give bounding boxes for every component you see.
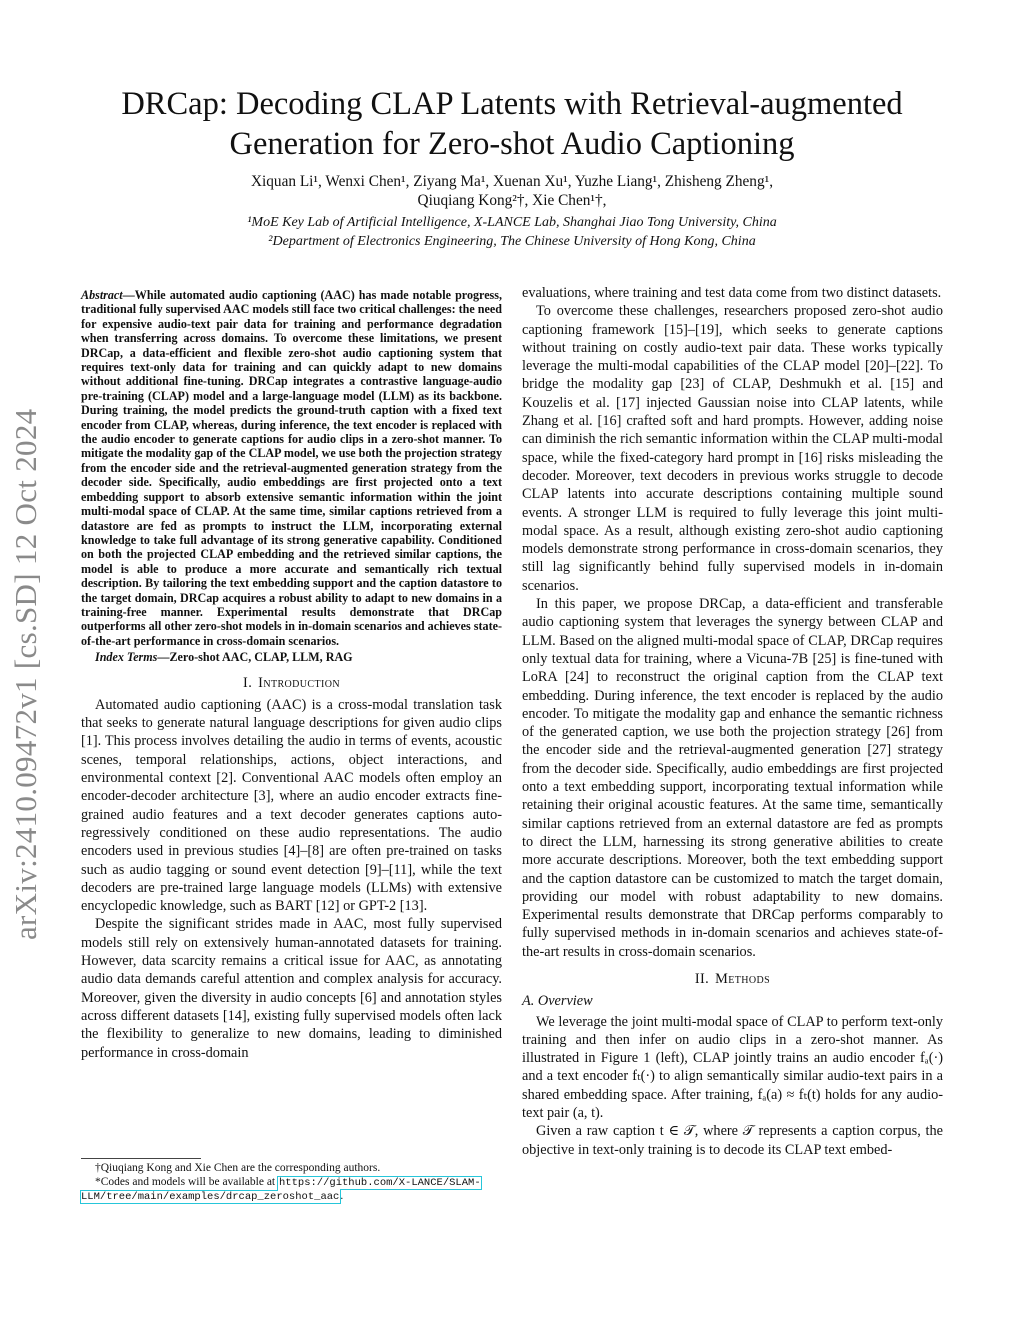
footnote-code-prefix: *Codes and models will be available at <box>95 1175 278 1188</box>
abstract <box>81 288 502 648</box>
index-terms-text: —Zero-shot AAC, CLAP, LLM, RAG <box>157 650 353 665</box>
intro-paragraph-3: To overcome these challenges, researchers proposed zero-shot audio captioning framework [15]–[19], which seeks to generate captions without training on costly audio-text pair data. These works typically leverage the multi-modal capabilities of the CLAP model [20]–[22]. To bridge the modality gap [23] of CLAP, Deshmukh et al. [15] and Kouzelis et al. [17] injected Gaussian noise into CLAP latents, while Zhang et al. [16] crafted soft and hard prompts. However, adding noise can diminish the rich semantic information within the CLAP multi-modal space, while the fixed-category hard prompt in [16] risks misleading the decoder. Moreover, text decoders in previous works struggle to decode CLAP latents into accurate descriptions containing multiple sound events. A stronger LLM is required to fully leverage this joint multi-modal space. As a result, although existing zero-shot audio captioning models demonstrate strong performance in cross-domain scenarios, they still lag significantly behind fully supervised models in in-domain scenarios. <box>522 303 943 594</box>
index-terms <box>81 650 502 664</box>
section-number: II. <box>694 970 710 987</box>
right-column <box>522 284 943 1159</box>
footnote-corresponding: †Qiuqiang Kong and Xie Chen are the corresponding authors. <box>95 1162 381 1174</box>
footnotes <box>81 1158 502 1205</box>
subsection-heading-overview: A. Overview <box>522 993 593 1010</box>
section-heading-methods <box>522 970 943 988</box>
authors-line-2: Qiuqiang Kong²†, Xie Chen¹†, <box>417 192 607 209</box>
paper-title <box>60 84 964 164</box>
affiliation-2: ²Department of Electronics Engineering, The Chinese University of Hong Kong, China <box>268 234 756 249</box>
footnote-rule <box>81 1158 201 1159</box>
affiliation-1: ¹MoE Key Lab of Artificial Intelligence, X-LANCE Lab, Shanghai Jiao Tong University, China <box>247 215 777 230</box>
footnote-code <box>81 1176 502 1205</box>
intro-paragraph-4: In this paper, we propose DRCap, a data-efficient and transferable audio captioning system that leverages the synergy between CLAP and LLM. Based on the aligned multi-modal space of CLAP, DRCap requires only textual data for training, where a Vicuna-7B [25] is fine-tuned with LoRA [24] to reconstruct the original caption from the CLAP text embedding. During inference, the text encoder is replaced by the audio encoder. To mitigate the modality gap and enhance the semantic richness of the generated caption, we use both the projection strategy [26] from the encoder side and the retrieval-augmented generation [27] strategy from the decoder side. Specifically, audio embeddings are first projected onto a text embedding support, incorporating textual information while retaining their original acoustic features. At the same time, semantically similar captions retrieved from an external datastore are fed as prompts to direct the LLM, harnessing its strong generative abilities to create more accurate descriptions. Moreover, both the text embedding support and the caption datastore can be customized to match the target domain, providing our model with robust adaptability to new domains. Experimental results demonstrate that DRCap performs comparably to fully supervised methods in in-domain scenarios and achieves state-of-the-art results in cross-domain scenarios. <box>522 596 943 960</box>
abstract-text: —While automated audio captioning (AAC) has made notable progress, traditional fully supervised AAC models still face two critical challenges: the need for expensive audio-text pair data for training and performance degradation when transferring across domains. To overcome these limitations, we present DRCap, a data-efficient and flexible zero-shot audio captioning system that requires text-only data for training and can quickly adapt to new domains without additional fine-tuning. DRCap integrates a contrastive language-audio pre-training (CLAP) model and a large-language model (LLM) as its backbone. During training, the model predicts the ground-truth caption with a fixed text encoder from CLAP, whereas, during inference, the text encoder is replaced with the audio encoder to generate captions for audio clips in a zero-shot manner. To mitigate the modality gap of the CLAP model, we use both the projection strategy from the encoder side and the retrieval-augmented generation strategy from the decoder side. Specifically, audio embeddings are first projected onto a text embedding support to absorb extensive semantic information within the joint multi-modal space of CLAP. At the same time, similar captions retrieved from a datastore are fed as prompts to instruct the LLM, incorporating external knowledge to take full advantage of its strong generative capability. Conditioned on both the projected CLAP embedding and the retrieved similar captions, the model is able to produce a more accurate and semantically rich textual description. By tailoring the text embedding support and the caption datastore to the target domain, DRCap acquires a robust ability to adapt to new domains in a training-free manner. Experimental results demonstrate that DRCap outperforms all other zero-shot models in in-domain scenarios and achieves state-of-the-art performance in cross-domain scenarios. <box>81 288 502 648</box>
arxiv-identifier: arXiv:2410.09472v1 [cs.SD] 12 Oct 2024 <box>8 408 43 940</box>
section-heading-introduction <box>81 674 502 692</box>
intro-paragraph-continued: evaluations, where training and test data come from two distinct datasets. <box>522 285 942 301</box>
title-line-1: DRCap: Decoding CLAP Latents with Retrieval-augmented <box>121 86 903 122</box>
intro-paragraph-1: Automated audio captioning (AAC) is a cross-modal translation task that seeks to generate natural language descriptions for given audio clips [1]. This process involves detailing the audio in terms of events, acoustic scenes, temporal relationships, actions, object interactions, and environmental context [2]. Conventional AAC models often employ an encoder-decoder architecture [3], where an audio encoder extracts fine-grained audio features and a text decoder generates captions auto-regressively conditioned on these audio representations. The audio encoders used in previous studies [4]–[8] are often pre-trained on tasks such as audio tagging or sound event detection [9]–[11], while the text decoders are pre-trained large language models (LLMs) with extensive encyclopedic knowledge, such as BART [12] or GPT-2 [13]. <box>81 696 502 915</box>
code-link[interactable]: https://github.com/X-LANCE/SLAM-LLM/tree/main/examples/drcap_zeroshot_aac <box>81 1176 481 1204</box>
section-title: Introduction <box>258 674 340 691</box>
authors-line-1: Xiquan Li¹, Wenxi Chen¹, Ziyang Ma¹, Xuenan Xu¹, Yuzhe Liang¹, Zhisheng Zheng¹, <box>250 173 774 190</box>
footnote-code-suffix: . <box>340 1190 344 1203</box>
title-line-2: Generation for Zero-shot Audio Captioning <box>229 126 795 162</box>
abstract-label: Abstract <box>81 288 123 302</box>
left-column <box>81 288 502 1062</box>
intro-paragraph-2: Despite the significant strides made in AAC, most fully supervised models still rely on extensively human-annotated datasets for training. However, data scarcity remains a critical issue for AAC, as annotating audio data demands careful attention and complex analysis for accuracy. Moreover, given the diversity in audio concepts [6] and annotation styles across different datasets [14], existing fully supervised models often lack the flexibility to generalize to new domains, leading to diminished performance in cross-domain <box>81 916 502 1061</box>
section-title: Methods <box>715 970 771 987</box>
methods-paragraph-1: We leverage the joint multi-modal space of CLAP to perform text-only training and then infer on audio clips in a zero-shot manner. As illustrated in Figure 1 (left), CLAP jointly trains an audio encoder fₐ(·) and a text encoder fₜ(·) to align semantically similar audio-text pairs in a shared embedding space. After training, fₐ(a) ≈ fₜ(t) holds for any audio-text pair (a, t). <box>522 1013 943 1122</box>
section-number: I. <box>243 674 253 691</box>
author-list <box>80 172 944 210</box>
methods-paragraph-2: Given a raw caption t ∈ 𝒯, where 𝒯 represents a caption corpus, the objective in text-only training is to decode its CLAP text embed- <box>522 1123 943 1158</box>
index-terms-label: Index Terms <box>95 650 158 665</box>
